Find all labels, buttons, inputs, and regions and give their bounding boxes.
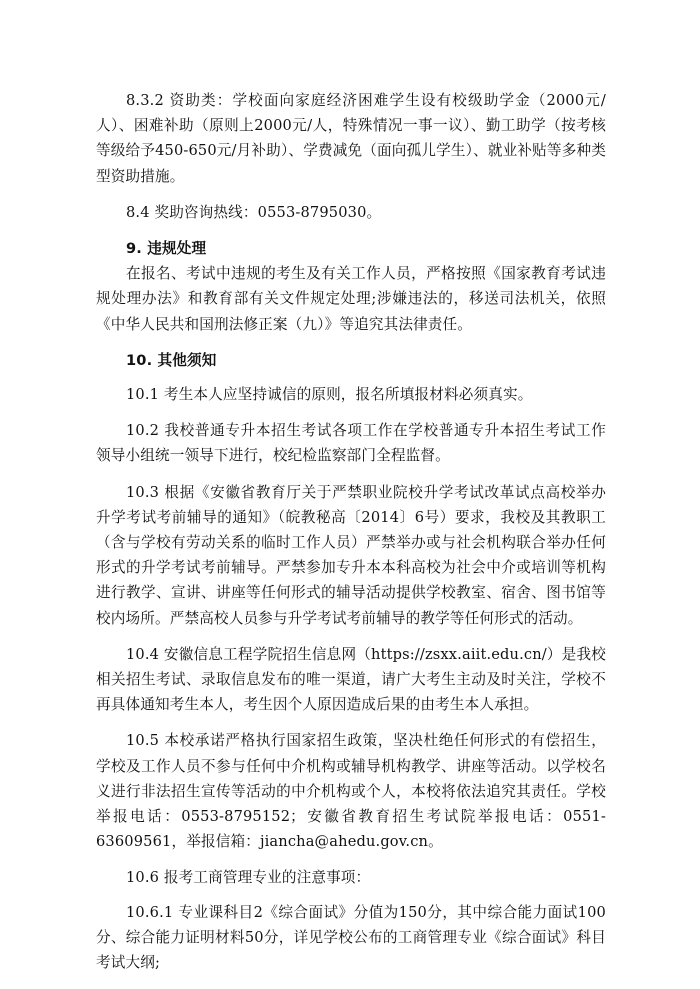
paragraph-10-4: 10.4 安徽信息工程学院招生信息网（https://zsxx.aiit.edu.cn/）是我校相关招生考试、录取信息发布的唯一渠道，请广大考生主动及时关注，学校不再具体通知考生本人，考生因个人原因造成后果的由考生本人承担。: [96, 645, 606, 714]
paragraph-10-5: 10.5 本校承诺严格执行国家招生政策，坚决杜绝任何形式的有偿招生，学校及工作人员不参与任何中介机构或辅导机构教学、讲座等活动。以学校名义进行非法招生宣传等活动的中介机构或个人，本校将依法追究其责任。学校举报电话：0553-8795152；安徽省教育招生考试院举报电话：0551-63609561，举报信箱：jiancha@ahedu.gov.cn。: [96, 732, 606, 851]
paragraph-10-1: 10.1 考生本人应坚持诚信的原则，报名所填报材料必须真实。: [126, 386, 533, 404]
paragraph-10-6-1: 10.6.1 专业课科目2《综合面试》分值为150分，其中综合能力面试100分、综合能力证明材料50分，详见学校公布的工商管理专业《综合面试》科目考试大纲;: [96, 903, 606, 972]
section-heading-9: 9. 违规处理: [126, 240, 207, 258]
document-body: [96, 88, 606, 975]
section-heading-10: 10. 其他须知: [126, 351, 217, 369]
paragraph-9: 在报名、考试中违规的考生及有关工作人员，严格按照《国家教育考试违规处理办法》和教育部有关文件规定处理;涉嫌违法的，移送司法机关，依照《中华人民共和国刑法修正案（九）》等追究其法律责任。: [96, 265, 606, 333]
paragraph-10-3: 10.3 根据《安徽省教育厅关于严禁职业院校升学考试改革试点高校举办升学考试考前辅导的通知》（皖教秘高〔2014〕6号）要求，我校及其教职工（含与学校有劳动关系的临时工作人员）严禁举办或与社会机构联合举办任何形式的升学考试考前辅导。严禁参加专升本本科高校为社会中介或培训等机构进行教学、宣讲、讲座等任何形式的辅导活动提供学校教室、宿舍、图书馆等校内场所。严禁高校人员参与升学考试考前辅导的教学等任何形式的活动。: [96, 483, 606, 627]
paragraph-10-2: 10.2 我校普通专升本招生考试各项工作在学校普通专升本招生考试工作领导小组统一领导下进行，校纪检监察部门全程监督。: [96, 422, 606, 465]
paragraph-10-6: 10.6 报考工商管理专业的注意事项：: [126, 869, 371, 887]
paragraph-8-3-2: 8.3.2 资助类：学校面向家庭经济困难学生设有校级助学金（2000元/人）、困难补助（原则上2000元/人，特殊情况一事一议）、勤工助学（按考核等级给予450-650元/月补助）、学费减免（面向孤儿学生）、就业补贴等多种类型资助措施。: [96, 92, 606, 185]
paragraph-8-4: 8.4 奖助咨询热线：0553-8795030。: [126, 203, 382, 221]
